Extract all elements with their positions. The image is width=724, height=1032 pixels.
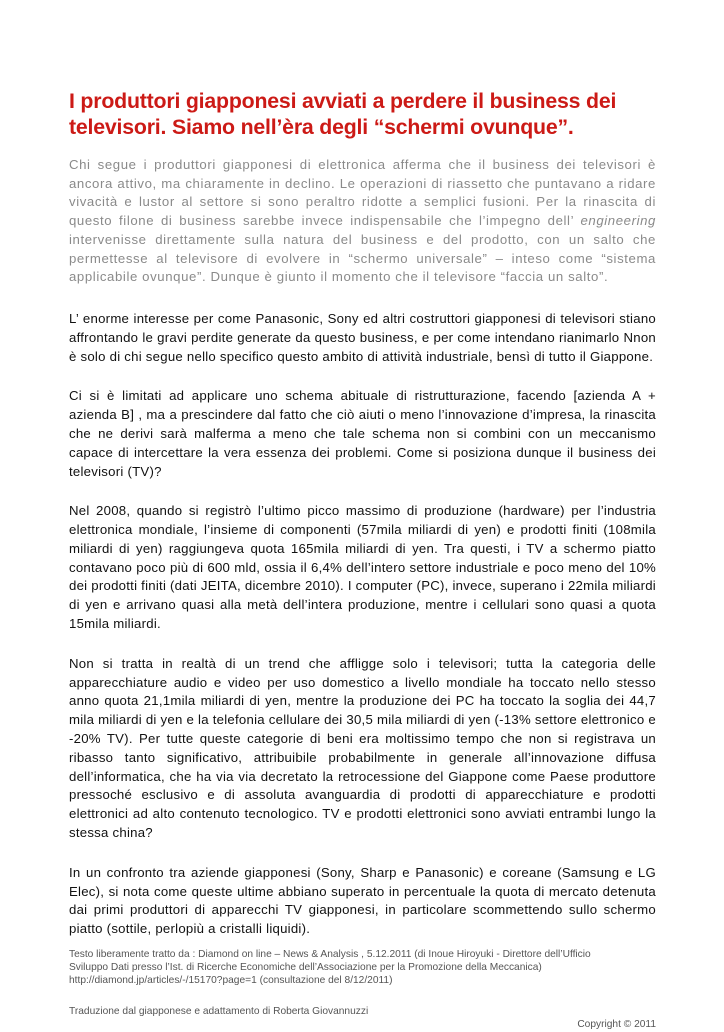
source-link: http://diamond.jp/articles/-/15170?page=1 (consultazione del 8/12/2011) <box>69 974 393 986</box>
article-lead <box>69 156 656 287</box>
body-paragraph-4: Non si tratta in realtà di un trend che affligge solo i televisori; tutta la categoria delle apparecchiature audio e video per uso domestico a livello mondiale ha toccato nello stesso anno quota 21,1mila miliardi di yen, mentre la produzione dei PC ha toccato la soglia dei 44,7 mila miliardi di yen e la telefonia cellulare dei 30,5 mila miliardi di yen (-13% settore elettronico e -20% TV). Per tutte queste categorie di beni era moltissimo tempo che non si registrava un ribasso tanto significativo, attribuibile probabilmente in generale all’innovazione diffusa dell’informatica, che ha via via decretato la retrocessione del Giappone come Paese produttore pressoché esclusivo e di assoluta avanguardia di prodotti di apparecchiature e prodotti elettronici ad alto contenuto tecnologico. TV e prodotti elettronici sono avviati entrambi lungo la stessa china? <box>69 655 656 841</box>
source-line-2: Sviluppo Dati presso l’Ist. di Ricerche Economiche dell’Associazione per la Promozione della Meccanica) <box>69 961 542 973</box>
body-paragraph-2: Ci si è limitati ad applicare uno schema abituale di ristrutturazione, facendo [azienda A + azienda B] , ma a prescindere dal fatto che ciò aiuti o meno l’innovazione d’impresa, la rinascita che ne derivi sarà malferma a meno che tale schema non si combini con un meccanismo capace di intercettare la vera essenza dei problemi. Come si posiziona dunque il business dei televisori (TV)? <box>69 388 656 479</box>
body-paragraph-3: Nel 2008, quando si registrò l’ultimo picco massimo di produzione (hardware) per l’industria elettronica mondiale, l’insieme di componenti (57mila miliardi di yen) e prodotti finiti (108mila miliardi di yen) raggiungeva quota 165mila miliardi di yen. Tra questi, i TV a schermo piatto contavano poco più di 600 mld, ossia il 6,4% dell’intero settore industriale e poco meno del 10% dei prodotti finiti (dati JEITA, dicembre 2010). I computer (PC), invece, superano i 22mila miliardi di yen e arrivano quasi alla metà dell’intera produzione, mentre i cellulari sono quasi a quota 15mila miliardi. <box>69 503 656 632</box>
source-note <box>69 949 656 987</box>
source-line-1: Testo liberamente tratto da : Diamond on line – News & Analysis , 5.12.2011 (di Inoue Hiroyuki - Direttore dell’Ufficio <box>69 949 591 961</box>
translation-credit: Traduzione dal giapponese e adattamento di Roberta Giovannuzzi <box>69 1006 369 1018</box>
lead-text-end: intervenisse direttamente sulla natura del business e del prodotto, con un salto che permettesse al televisore di evolvere in “schermo universale” – inteso come “sistema applicabile ovunque”. Dunque è giunto il momento che il televisore “faccia un salto”. <box>69 231 656 285</box>
lead-text-start: Chi segue i produttori giapponesi di elettronica afferma che il business dei televisori è ancora attivo, ma chiaramente in declino. Le operazioni di riassetto che puntavano a ridare vivacità e lustor al settore si sono peraltro ridotte a semplici fusioni. Per la rinascita di questo filone di business sarebbe invece indispensabile che l’impegno dell’ <box>69 157 656 229</box>
body-paragraph-5: In un confronto tra aziende giapponesi (Sony, Sharp e Panasonic) e coreane (Samsung e LG Elec), si nota come queste ultime abbiano superato in percentuale la quota di mercato detenuta dai primi produttori di apparecchi TV giapponesi, in particolare scommettendo sullo schermo piatto (sottile, perlopiù a cristalli liquidi). <box>69 864 656 937</box>
body-paragraph-1: L’ enorme interesse per come Panasonic, Sony ed altri costruttori giapponesi di televisori stiano affrontando le gravi perdite generate da questo business, e per come intendano rianimarlo Nnon è solo di chi segue nello specifico questo ambito di attività industriale, bensì di tutto il Giappone. <box>69 310 656 364</box>
copyright-notice: Copyright © 2011 <box>577 1019 656 1031</box>
article-title: I produttori giapponesi avviati a perdere il business dei televisori. Siamo nell’èra degli “schermi ovunque”. <box>69 89 617 139</box>
lead-emphasis: engineering <box>580 213 656 229</box>
document-page <box>69 88 656 1032</box>
